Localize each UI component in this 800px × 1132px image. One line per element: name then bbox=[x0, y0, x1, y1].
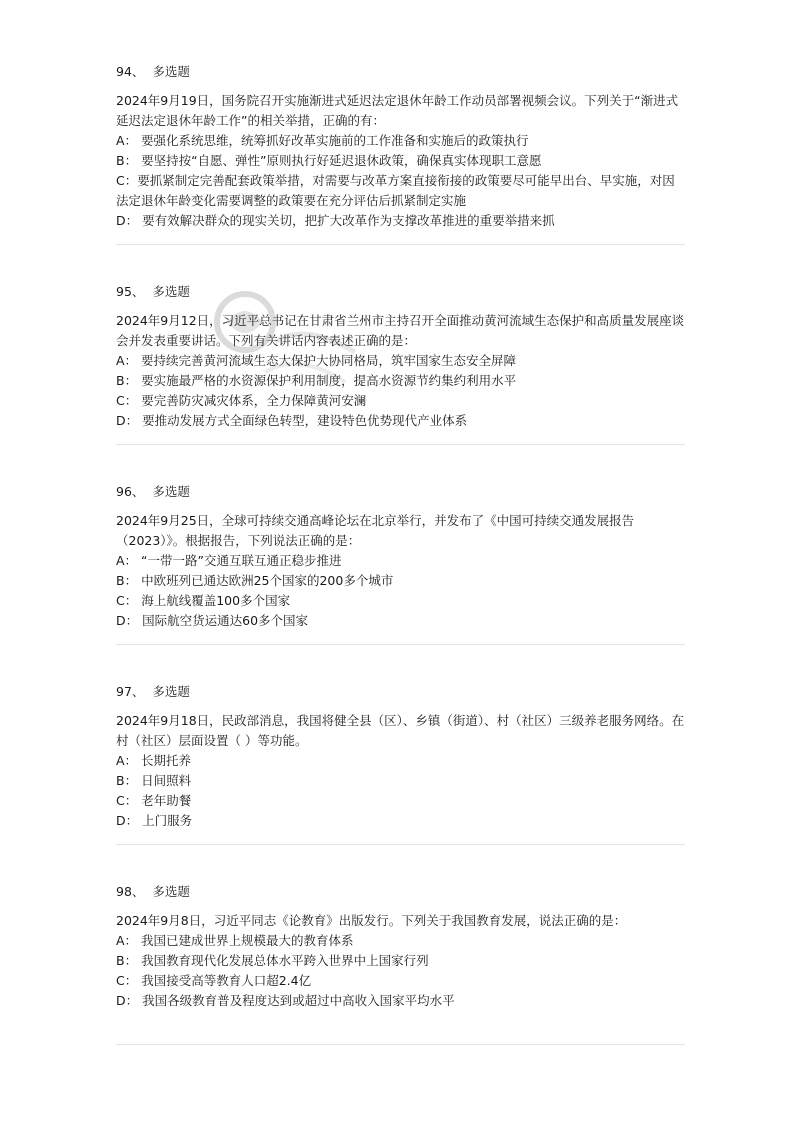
option-label: B： bbox=[116, 773, 138, 788]
option-text: 要实施最严格的水资源保护利用制度，提高水资源节约集约利用水平 bbox=[141, 373, 517, 388]
option-label: D： bbox=[116, 993, 139, 1008]
option-d bbox=[116, 811, 686, 831]
option-label: D： bbox=[116, 413, 139, 428]
option-a bbox=[116, 131, 686, 151]
option-label: B： bbox=[116, 573, 138, 588]
option-label: B： bbox=[116, 953, 138, 968]
divider bbox=[116, 844, 685, 845]
option-text: 老年助餐 bbox=[141, 793, 192, 808]
option-text: 我国教育现代化发展总体水平跨入世界中上国家行列 bbox=[141, 953, 429, 968]
option-label: C： bbox=[116, 173, 138, 188]
option-text: 上门服务 bbox=[142, 813, 193, 828]
option-label: B： bbox=[116, 153, 138, 168]
question-number: 95、 bbox=[116, 284, 145, 299]
question-number: 98、 bbox=[116, 884, 145, 899]
option-text: 我国接受高等教育人口超2.4亿 bbox=[141, 973, 312, 988]
question-stem: 2024年9月25日，全球可持续交通高峰论坛在北京举行，并发布了《中国可持续交通发展报告（2023）》。根据报告，下列说法正确的是： bbox=[116, 513, 635, 548]
question-type: 多选题 bbox=[152, 284, 190, 299]
option-text: 要有效解决群众的现实关切，把扩大改革作为支撑改革推进的重要举措来抓 bbox=[142, 213, 555, 228]
option-text: 海上航线覆盖100多个国家 bbox=[141, 593, 291, 608]
option-text: 要推动发展方式全面绿色转型，建设特色优势现代产业体系 bbox=[142, 413, 468, 428]
option-text: 我国各级教育普及程度达到或超过中高收入国家平均水平 bbox=[142, 993, 455, 1008]
option-label: A： bbox=[116, 353, 138, 368]
question-header bbox=[116, 282, 686, 302]
option-text: 我国已建成世界上规模最大的教育体系 bbox=[141, 933, 354, 948]
option-label: C： bbox=[116, 593, 138, 608]
question-stem: 2024年9月18日，民政部消息，我国将健全县（区）、乡镇（街道）、村（社区）三级养老服务网络。在村（社区）层面设置（ ）等功能。 bbox=[116, 713, 685, 748]
option-b bbox=[116, 951, 686, 971]
question-97 bbox=[116, 682, 686, 831]
question-header bbox=[116, 482, 686, 502]
option-d bbox=[116, 991, 686, 1011]
divider bbox=[116, 244, 685, 245]
divider bbox=[116, 644, 685, 645]
question-95 bbox=[116, 282, 686, 431]
question-stem: 2024年9月8日，习近平同志《论教育》出版发行。下列关于我国教育发展，说法正确的是： bbox=[116, 913, 627, 928]
option-text: 国际航空货运通达60多个国家 bbox=[142, 613, 309, 628]
option-d bbox=[116, 211, 686, 231]
option-label: A： bbox=[116, 133, 138, 148]
option-b bbox=[116, 571, 686, 591]
option-c bbox=[116, 591, 686, 611]
option-text: 要持续完善黄河流域生态大保护大协同格局，筑牢国家生态安全屏障 bbox=[141, 353, 517, 368]
option-label: C： bbox=[116, 793, 138, 808]
option-c bbox=[116, 171, 686, 211]
option-c bbox=[116, 391, 686, 411]
question-number: 97、 bbox=[116, 684, 145, 699]
question-98 bbox=[116, 882, 686, 1011]
option-d bbox=[116, 611, 686, 631]
option-b bbox=[116, 371, 686, 391]
question-header bbox=[116, 682, 686, 702]
option-d bbox=[116, 411, 686, 431]
question-type: 多选题 bbox=[152, 684, 190, 699]
question-stem: 2024年9月12日，习近平总书记在甘肃省兰州市主持召开全面推动黄河流域生态保护和高质量发展座谈会并发表重要讲话。下列有关讲话内容表述正确的是： bbox=[116, 313, 685, 348]
option-text: 要抓紧制定完善配套政策举措，对需要与改革方案直接衔接的政策要尽可能早出台、早实施，对因法定退休年龄变化需要调整的政策要在充分评估后抓紧制定实施 bbox=[116, 173, 675, 208]
option-label: D： bbox=[116, 613, 139, 628]
option-label: A： bbox=[116, 753, 138, 768]
question-96 bbox=[116, 482, 686, 631]
question-number: 94、 bbox=[116, 64, 145, 79]
option-label: D： bbox=[116, 813, 139, 828]
option-a bbox=[116, 931, 686, 951]
option-text: 中欧班列已通达欧洲25个国家的200多个城市 bbox=[141, 573, 394, 588]
divider bbox=[116, 1044, 685, 1045]
question-type: 多选题 bbox=[152, 884, 190, 899]
divider bbox=[116, 444, 685, 445]
question-number: 96、 bbox=[116, 484, 145, 499]
question-header bbox=[116, 62, 686, 82]
option-c bbox=[116, 791, 686, 811]
option-a bbox=[116, 751, 686, 771]
option-a bbox=[116, 551, 686, 571]
question-94 bbox=[116, 62, 686, 231]
option-text: 要强化系统思维，统筹抓好改革实施前的工作准备和实施后的政策执行 bbox=[141, 133, 529, 148]
question-type: 多选题 bbox=[152, 484, 190, 499]
option-label: A： bbox=[116, 933, 138, 948]
option-text: “一带一路”交通互联互通正稳步推进 bbox=[141, 553, 342, 568]
option-a bbox=[116, 351, 686, 371]
option-label: C： bbox=[116, 973, 138, 988]
option-label: C： bbox=[116, 393, 138, 408]
option-b bbox=[116, 771, 686, 791]
option-label: D： bbox=[116, 213, 139, 228]
option-label: B： bbox=[116, 373, 138, 388]
question-stem: 2024年9月19日，国务院召开实施渐进式延迟法定退休年龄工作动员部署视频会议。下列关于“渐进式延迟法定退休年龄工作”的相关举措，正确的有： bbox=[116, 93, 679, 128]
option-text: 长期托养 bbox=[141, 753, 192, 768]
option-b bbox=[116, 151, 686, 171]
option-text: 日间照料 bbox=[141, 773, 192, 788]
question-type: 多选题 bbox=[152, 64, 190, 79]
option-text: 要坚持按“自愿、弹性”原则执行好延迟退休政策，确保真实体现职工意愿 bbox=[141, 153, 542, 168]
option-c bbox=[116, 971, 686, 991]
question-header bbox=[116, 882, 686, 902]
option-label: A： bbox=[116, 553, 138, 568]
option-text: 要完善防灾减灾体系，全力保障黄河安澜 bbox=[141, 393, 367, 408]
